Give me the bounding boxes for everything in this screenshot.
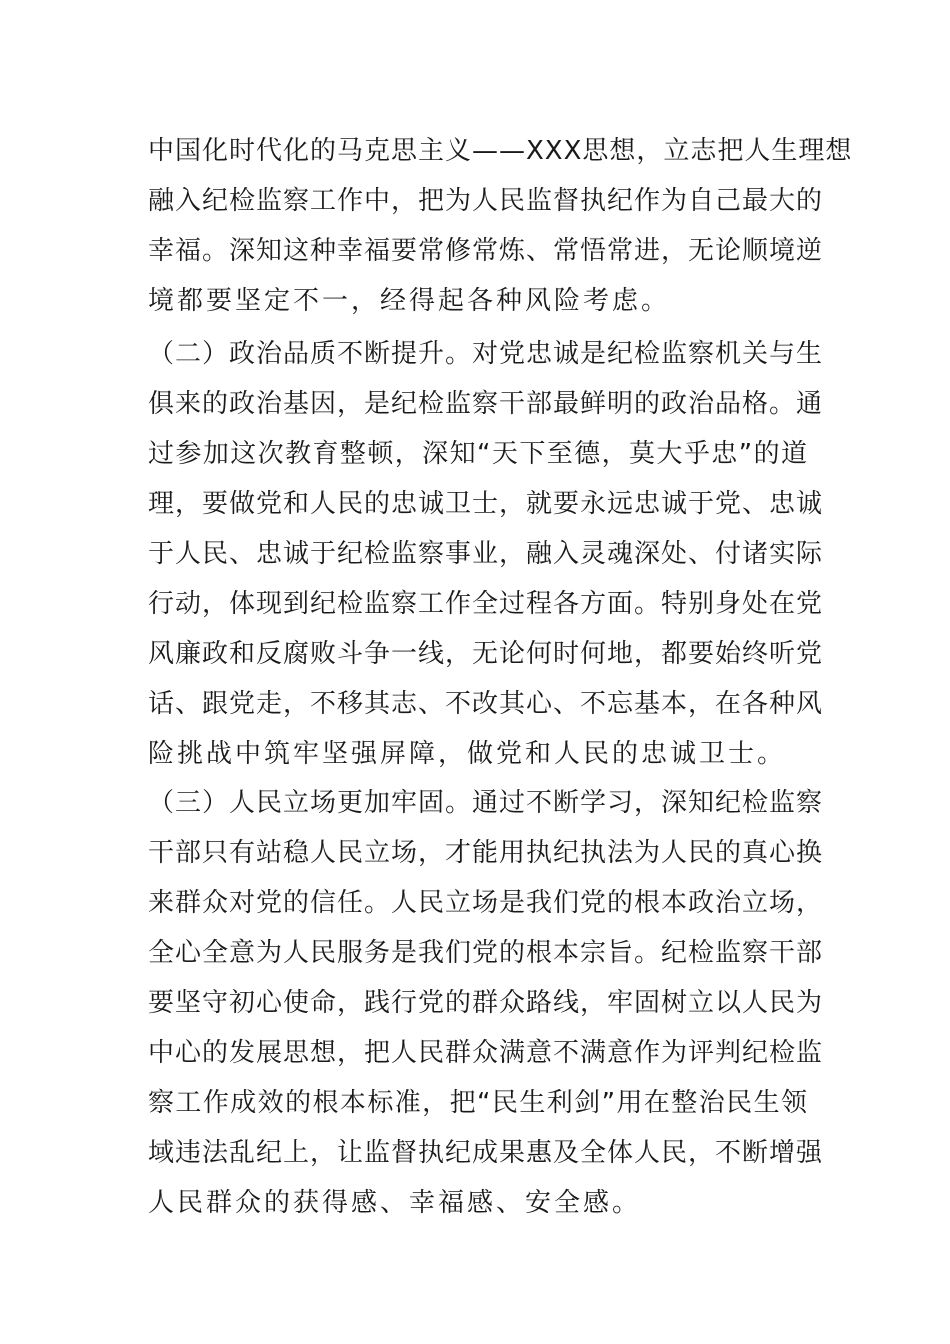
text-line-16: 来群众对党的信任。人民立场是我们党的根本政治立场，: [148, 888, 824, 918]
text-line-7: 过参加这次教育整顿，深知“天下至德，莫大乎忠”的道: [148, 439, 808, 469]
text-line-4: 境都要坚定不一，经得起各种风险考虑。: [148, 286, 671, 316]
text-line-3: 幸福。深知这种幸福要常修常炼、常悟常进，无论顺境逆: [148, 236, 824, 266]
text-line-11: 风廉政和反腐败斗争一线，无论何时何地，都要始终听党: [148, 639, 824, 669]
text-line-19: 中心的发展思想，把人民群众满意不满意作为评判纪检监: [148, 1038, 824, 1068]
text-line-17: 全心全意为人民服务是我们党的根本宗旨。纪检监察干部: [148, 938, 824, 968]
text-line-18: 要坚守初心使命，践行党的群众路线，牢固树立以人民为: [148, 988, 824, 1018]
text-line-13: 险挑战中筑牢坚强屏障，做党和人民的忠诚卫士。: [148, 739, 787, 769]
text-line-8: 理，要做党和人民的忠诚卫士，就要永远忠诚于党、忠诚: [148, 489, 824, 519]
text-line-14: （三）人民立场更加牢固。通过不断学习，深知纪检监察: [148, 788, 824, 818]
text-line-5: （二）政治品质不断提升。对党忠诚是纪检监察机关与生: [148, 339, 824, 369]
text-line-22: 人民群众的获得感、幸福感、安全感。: [148, 1188, 642, 1218]
text-line-20: 察工作成效的根本标准，把“民生利剑”用在整治民生领: [148, 1088, 808, 1118]
text-line-9: 于人民、忠诚于纪检监察事业，融入灵魂深处、付诸实际: [148, 539, 824, 569]
text-line-6: 俱来的政治基因，是纪检监察干部最鲜明的政治品格。通: [148, 389, 824, 419]
text-line-10: 行动，体现到纪检监察工作全过程各方面。特别身处在党: [148, 589, 824, 619]
text-line-1: 中国化时代化的马克思主义——XXX思想，立志把人生理想: [148, 136, 853, 166]
text-line-15: 干部只有站稳人民立场，才能用执纪执法为人民的真心换: [148, 838, 824, 868]
text-line-12: 话、跟党走，不移其志、不改其心、不忘基本，在各种风: [148, 689, 824, 719]
text-line-2: 融入纪检监察工作中，把为人民监督执纪作为自己最大的: [148, 186, 824, 216]
text-line-21: 域违法乱纪上，让监督执纪成果惠及全体人民，不断增强: [148, 1138, 824, 1168]
